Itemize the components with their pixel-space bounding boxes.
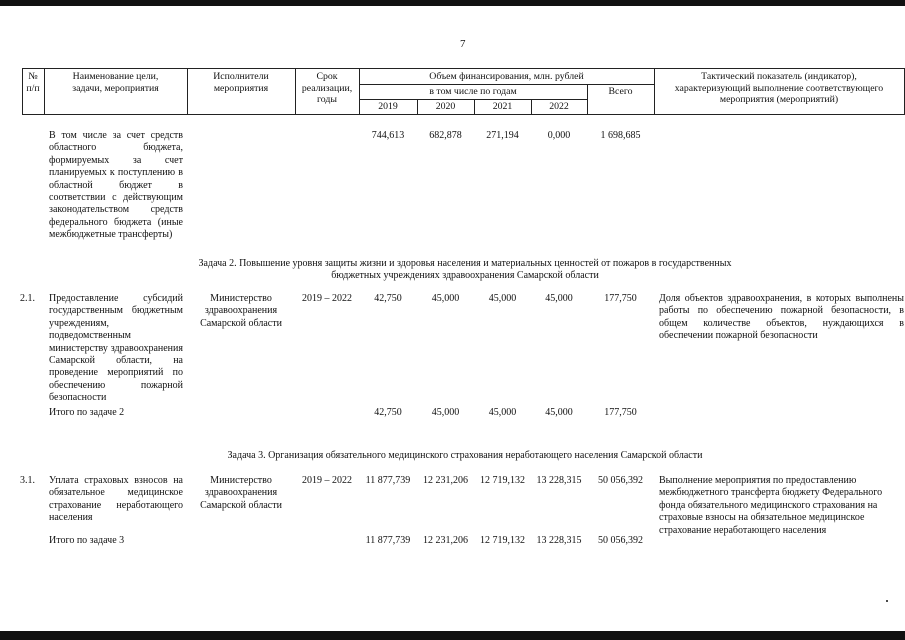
header-name: Наименование цели, задачи, мероприятия (72, 71, 159, 94)
row-3-1-2020: 12 231,206 (423, 475, 468, 486)
row-2-1-executor: Министерство здравоохранения Самарской области (200, 293, 282, 329)
header-total: Всего (608, 86, 633, 97)
task-2-total-label: Итого по задаче 2 (49, 407, 125, 418)
header-year-2019: 2019 (378, 101, 398, 112)
row-3-1-executor: Министерство здравоохранения Самарской области (200, 475, 282, 511)
task-3-total-sum: 50 056,392 (598, 535, 643, 546)
task-3-total-label: Итого по задаче 3 (49, 535, 125, 546)
row-2-1-2020: 45,000 (431, 293, 460, 304)
row-regional-total: 1 698,685 (600, 130, 641, 141)
row-2-1-num: 2.1. (20, 293, 35, 304)
task-2-total-2021: 45,000 (488, 407, 517, 418)
row-regional-2021: 271,194 (486, 130, 519, 141)
row-regional-2019: 744,613 (371, 130, 405, 141)
header-year-2021: 2021 (492, 101, 513, 112)
task-2-total-2020: 45,000 (431, 407, 460, 418)
task-2-total-2019: 42,750 (374, 407, 402, 418)
header-num: № п/п (26, 71, 40, 94)
header-indicator: Тактический показатель (индикатор), характеризующий выполнение соответствующего мероприятия (мероприятий) (674, 71, 884, 105)
header-bottom-line (22, 114, 905, 115)
header-top-line (22, 68, 905, 69)
task-3-total-2019: 11 877,739 (365, 535, 411, 546)
task-3-total-2022: 13 228,315 (536, 535, 582, 546)
top-border (0, 0, 905, 6)
header-funding: Объем финансирования, млн. рублей (429, 71, 584, 82)
row-2-1-2021: 45,000 (488, 293, 517, 304)
row-3-1-num: 3.1. (20, 475, 35, 486)
header-executor: Исполнители мероприятия (213, 71, 269, 94)
header-term: Срок реализации, годы (301, 71, 353, 105)
page-number: 7 (460, 38, 466, 50)
row-2-1-total: 177,750 (604, 293, 637, 304)
bottom-border (0, 631, 905, 640)
header-year-2022: 2022 (549, 101, 569, 112)
scan-speck (886, 600, 888, 602)
row-2-1-2022: 45,000 (545, 293, 573, 304)
row-3-1-2022: 13 228,315 (536, 475, 582, 486)
funding-divider (359, 84, 654, 85)
row-regional-2020: 682,878 (429, 130, 462, 141)
row-3-1-name: Уплата страховых взносов на обязательное медицинское страхование неработающего населения (49, 475, 183, 524)
row-regional-2022: 0,000 (547, 130, 571, 141)
task-2-title: Задача 2. Повышение уровня защиты жизни и здоровья населения и материальных ценностей от пожаров в государственных бюджетных учреждениях здравоохранения Самарской области (198, 258, 732, 282)
header-year-2020: 2020 (435, 101, 456, 112)
row-3-1-total: 50 056,392 (598, 475, 643, 486)
header-by-years: в том числе по годам (429, 86, 517, 97)
row-3-1-indicator: Выполнение мероприятия по предоставлению межбюджетного трансферта бюджету Федерального фонда обязательного медицинского страхования на страховые взносы на обязательное медицинское страхование неработающего населения (659, 475, 883, 536)
task-3-total-2021: 12 719,132 (480, 535, 525, 546)
row-3-1-2021: 12 719,132 (480, 475, 525, 486)
years-divider (359, 99, 587, 100)
task-3-title: Задача 3. Организация обязательного медицинского страхования неработающего населения Самарской области (227, 450, 703, 461)
task-2-total-2022: 45,000 (545, 407, 573, 418)
row-2-1-term: 2019 – 2022 (302, 293, 352, 304)
task-3-total-2020: 12 231,206 (423, 535, 468, 546)
task-2-total-sum: 177,750 (604, 407, 637, 418)
row-3-1-term: 2019 – 2022 (302, 475, 352, 486)
row-2-1-name: Предоставление субсидий государственным бюджетным учреждениям, подведомственным министерству здравоохранения Самарской области, на проведение мероприятий по обеспечению пожарной безопасности (49, 293, 183, 404)
row-2-1-2019: 42,750 (374, 293, 402, 304)
row-3-1-2019: 11 877,739 (365, 475, 411, 486)
row-2-1-indicator: Доля объектов здравоохранения, в которых выполнены работы по обеспечению пожарной безопасности, в общем количестве объектов, нуждающихся в обеспечении пожарной безопасности (659, 293, 904, 342)
row-regional-name: В том числе за счет средств областного бюджета, формируемых за счет планируемых к поступлению в областной бюджет в соответствии с действующим законодательством средств федерального бюджета (иные межбюджетные трансферты) (49, 130, 183, 241)
